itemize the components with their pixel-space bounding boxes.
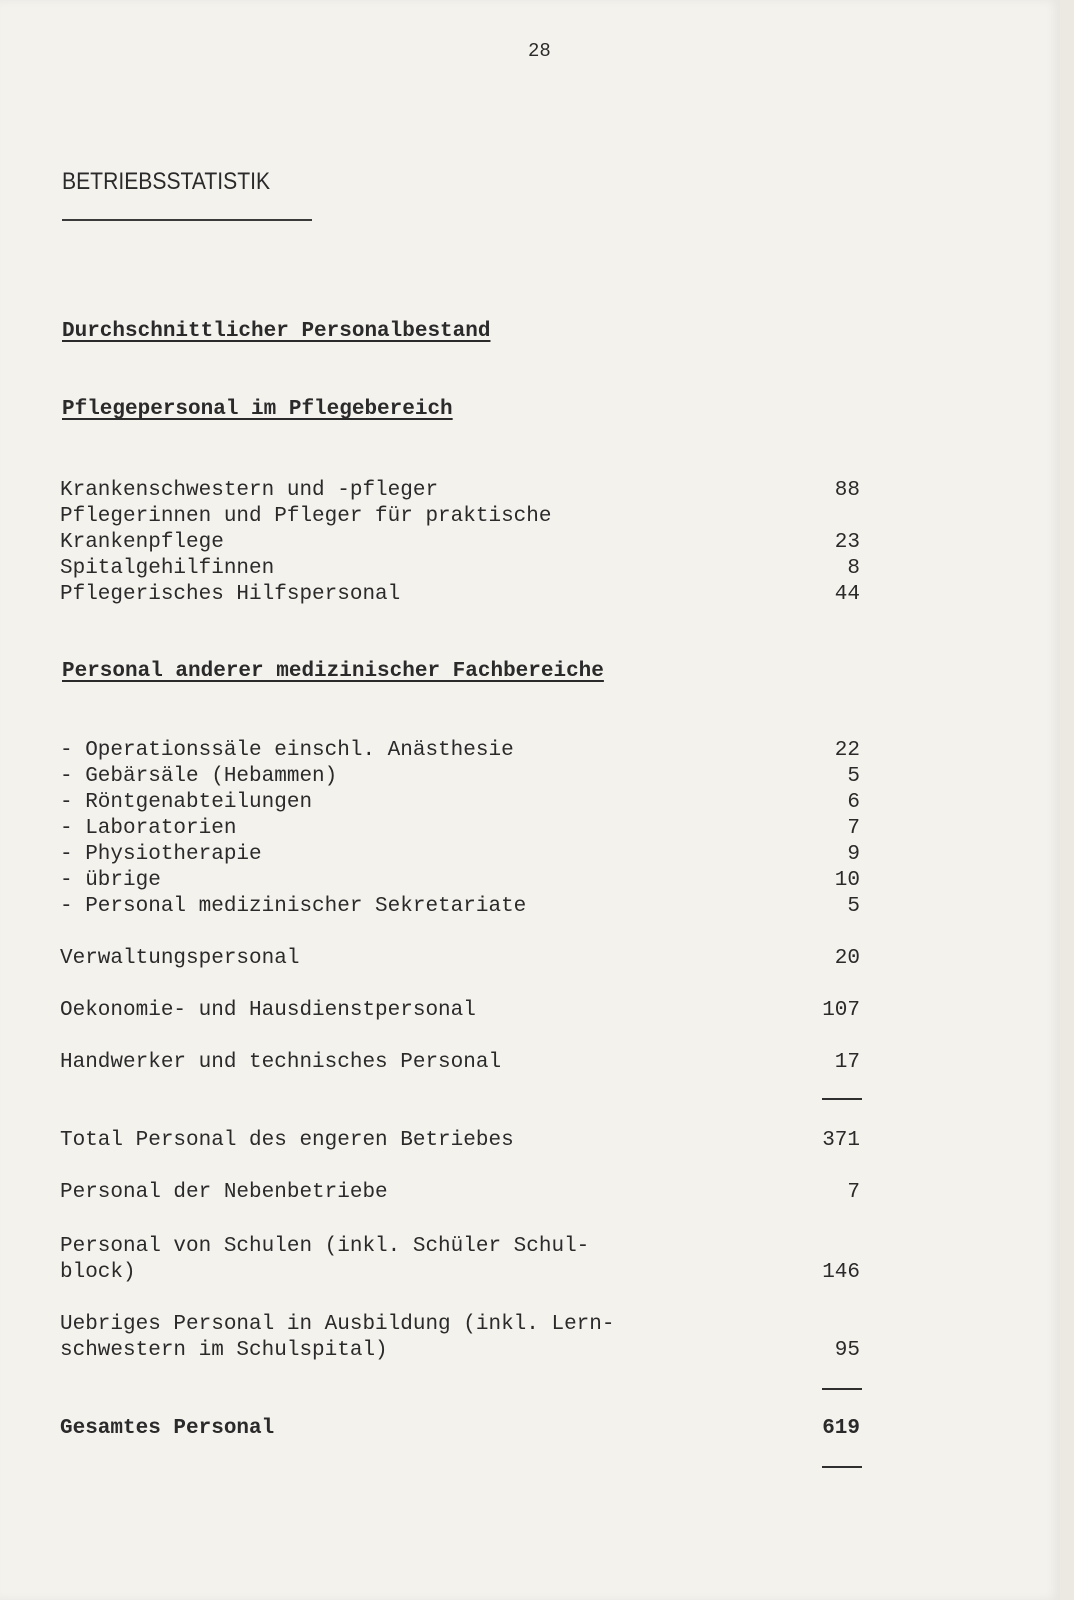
row-value: 371 [822,1129,860,1152]
row-value: 7 [847,817,860,840]
row-label: block) [60,1261,136,1284]
row-label: - übrige [60,869,161,892]
row-value: 22 [834,739,860,762]
row-label: - Röntgenabteilungen [60,791,313,814]
row-label: Personal von Schulen (inkl. Schüler Schul- [60,1235,590,1258]
row-label: Spitalgehilfinnen [60,557,275,580]
row-label: Oekonomie- und Hausdienstpersonal [60,999,476,1022]
pflege-heading: Pflegepersonal im Pflegebereich [62,398,453,421]
row-label: Pflegerisches Hilfspersonal [60,583,401,606]
row-value: 7 [847,1181,860,1204]
page-number: 28 [528,40,551,62]
row-value: 107 [822,999,860,1022]
row-label: schwestern im Schulspital) [60,1339,388,1362]
row-value: 146 [822,1261,860,1284]
row-value: 17 [834,1051,860,1074]
final-rule [822,1466,862,1468]
row-label: Krankenschwestern und -pfleger [60,479,439,502]
row-label: Total Personal des engeren Betriebes [60,1129,514,1152]
row-label: Personal der Nebenbetriebe [60,1181,388,1204]
row-label: - Physiotherapie [60,843,262,866]
sum-rule [822,1098,862,1100]
row-label: - Gebärsäle (Hebammen) [60,765,338,788]
row-label: Pflegerinnen und Pfleger für praktische [60,505,552,528]
row-value: 5 [847,895,860,918]
row-label: - Personal medizinischer Sekretariate [60,895,527,918]
row-value: 20 [834,947,860,970]
row-label: Krankenpflege [60,531,224,554]
row-value: 9 [847,843,860,866]
section-heading: Durchschnittlicher Personalbestand [62,320,491,343]
title-underline [62,219,312,221]
grand-total-row [60,1416,860,1520]
row-value: 619 [822,1417,860,1440]
row-label: Handwerker und technisches Personal [60,1051,502,1074]
row-label: - Operationssäle einschl. Anästhesie [60,739,514,762]
row-label: Uebriges Personal in Ausbildung (inkl. Lern- [60,1313,615,1336]
row-value: 8 [847,557,860,580]
sum-rule [822,1388,862,1390]
row-value: 10 [834,869,860,892]
row-value: 23 [834,531,860,554]
row-value: 88 [834,479,860,502]
row-value: 6 [847,791,860,814]
row-value: 95 [834,1339,860,1362]
page-title: BETRIEBSSTATISTIK [62,168,271,195]
row-label: Verwaltungspersonal [60,947,300,970]
row-value: 44 [834,583,860,606]
medizin-heading: Personal anderer medizinischer Fachbereiche [62,660,604,683]
row-value: 5 [847,765,860,788]
row-label: - Laboratorien [60,817,237,840]
row-label: Gesamtes Personal [60,1417,275,1440]
